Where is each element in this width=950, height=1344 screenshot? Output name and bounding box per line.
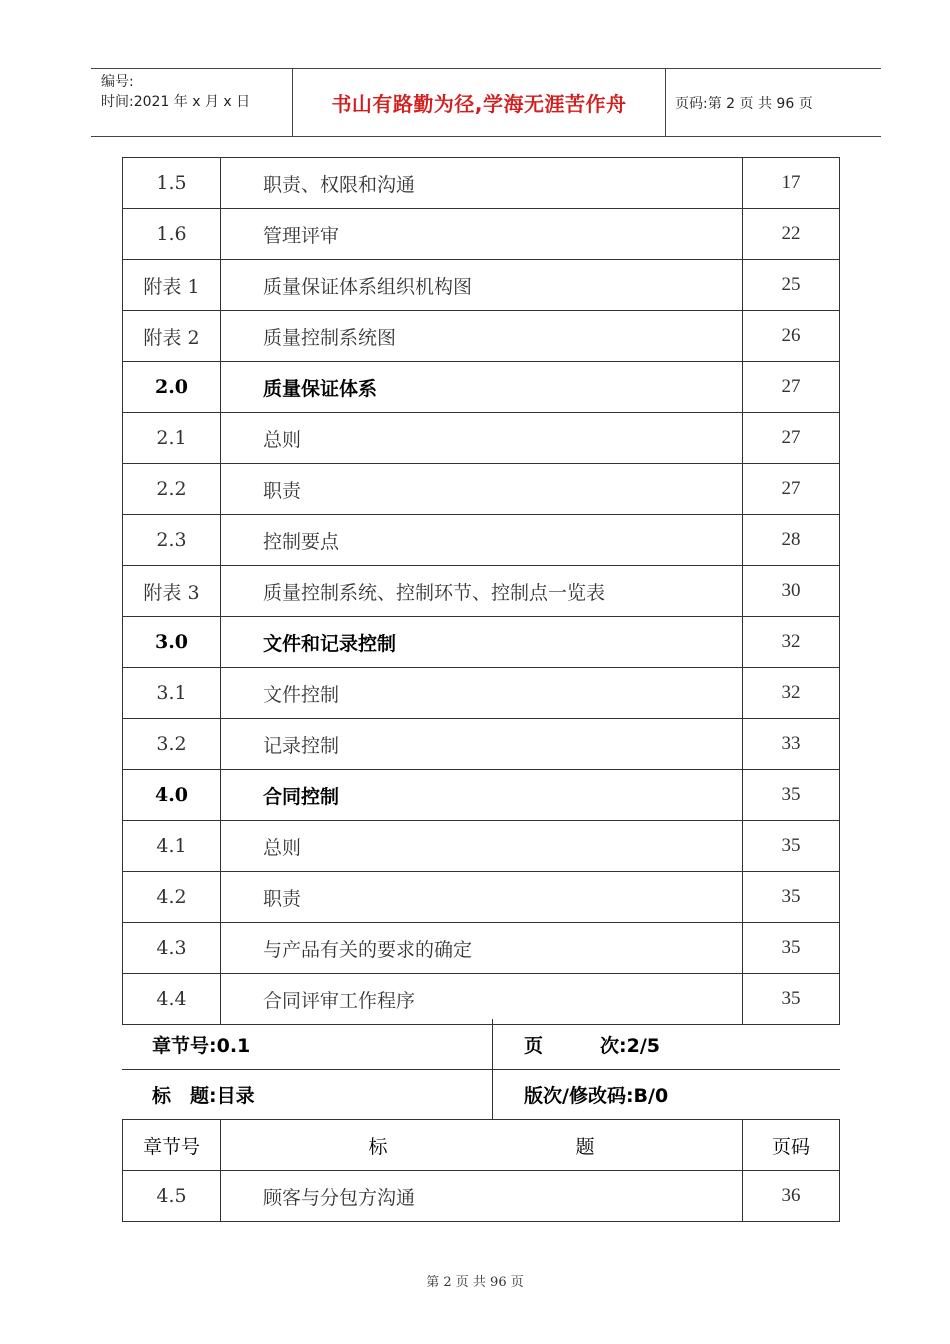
toc-section-title: 记录控制 [221, 719, 743, 770]
toc-section-number: 4.2 [123, 872, 221, 923]
toc-page-number: 25 [743, 260, 840, 311]
toc-row [123, 413, 840, 464]
info-row [122, 1019, 840, 1070]
toc-row [123, 158, 840, 209]
page-count: 页 次:2/5 [524, 1035, 660, 1057]
toc-section-title: 管理评审 [221, 209, 743, 260]
toc-row [123, 515, 840, 566]
toc-header-row [123, 1120, 840, 1171]
toc-page-number: 33 [743, 719, 840, 770]
toc-row [123, 923, 840, 974]
info-row [122, 1069, 840, 1119]
toc-section-title: 职责 [221, 464, 743, 515]
chapter-number: 章节号:0.1 [152, 1035, 251, 1057]
header-title-right: 题 [575, 1135, 595, 1158]
toc-table-continued [122, 1119, 840, 1222]
toc-page-number: 35 [743, 974, 840, 1025]
header-motto: 书山有路勤为径,学海无涯苦作舟 [331, 92, 627, 116]
revision-code: 版次/修改码:B/0 [524, 1085, 669, 1107]
toc-page-number: 17 [743, 158, 840, 209]
toc-page-number: 32 [743, 668, 840, 719]
toc-section-title: 质量控制系统、控制环节、控制点一览表 [221, 566, 743, 617]
toc-row [123, 260, 840, 311]
toc-section-title: 与产品有关的要求的确定 [221, 923, 743, 974]
toc-page-number: 32 [743, 617, 840, 668]
toc-row [123, 1171, 840, 1222]
toc-section-title: 质量保证体系 [221, 362, 743, 413]
toc-section-title: 质量保证体系组织机构图 [221, 260, 743, 311]
toc-section-title: 控制要点 [221, 515, 743, 566]
toc-row [123, 566, 840, 617]
toc-row [123, 362, 840, 413]
toc-row [123, 872, 840, 923]
toc-row [123, 719, 840, 770]
toc-section-number: 4.5 [123, 1171, 221, 1222]
toc-section-title: 质量控制系统图 [221, 311, 743, 362]
toc-section-number: 2.2 [123, 464, 221, 515]
toc-row [123, 464, 840, 515]
toc-page-number: 27 [743, 362, 840, 413]
toc-section-title: 职责、权限和沟通 [221, 158, 743, 209]
header-page-code: 页码:第 2 页 共 96 页 [675, 95, 813, 112]
header-page: 页码 [743, 1120, 840, 1171]
toc-section-number: 1.6 [123, 209, 221, 260]
toc-section-title: 合同控制 [221, 770, 743, 821]
page-footer: 第 2 页 共 96 页 [426, 1275, 524, 1290]
page-header [91, 68, 881, 137]
toc-row [123, 617, 840, 668]
toc-row [123, 668, 840, 719]
toc-page-number: 36 [743, 1171, 840, 1222]
toc-section-title: 总则 [221, 821, 743, 872]
toc-page-number: 35 [743, 821, 840, 872]
toc-section-number: 3.2 [123, 719, 221, 770]
toc-section-number: 2.3 [123, 515, 221, 566]
header-title-left: 标 [368, 1135, 388, 1158]
toc-row [123, 311, 840, 362]
header-meta [91, 69, 292, 136]
toc-section-number: 1.5 [123, 158, 221, 209]
toc-row [123, 821, 840, 872]
toc-section-title: 文件和记录控制 [221, 617, 743, 668]
document-number: 编号: [101, 74, 134, 90]
toc-page-number: 35 [743, 923, 840, 974]
header-chapter: 章节号 [123, 1120, 221, 1171]
toc-page-number: 30 [743, 566, 840, 617]
toc-section-number: 3.0 [123, 617, 221, 668]
toc-section-title: 合同评审工作程序 [221, 974, 743, 1025]
toc-page-number: 28 [743, 515, 840, 566]
header-motto-cell [292, 69, 666, 136]
toc-table [122, 157, 840, 1025]
header-title [221, 1120, 743, 1171]
toc-section-number: 4.0 [123, 770, 221, 821]
toc-section-number: 2.1 [123, 413, 221, 464]
toc-section-number: 3.1 [123, 668, 221, 719]
toc-section-number: 2.0 [123, 362, 221, 413]
toc-page-number: 26 [743, 311, 840, 362]
toc-section-title: 总则 [221, 413, 743, 464]
section-info [122, 1019, 840, 1119]
section-title: 标 题:目录 [152, 1085, 255, 1107]
toc-section-number: 4.1 [123, 821, 221, 872]
toc-section-number: 附表 2 [123, 311, 221, 362]
toc-section-title: 职责 [221, 872, 743, 923]
document-time: 时间:2021 年 x 月 x 日 [101, 94, 251, 110]
info-divider [492, 1019, 493, 1119]
toc-row [123, 974, 840, 1025]
toc-section-number: 4.4 [123, 974, 221, 1025]
toc-section-title: 文件控制 [221, 668, 743, 719]
toc-page-number: 35 [743, 872, 840, 923]
toc-section-number: 4.3 [123, 923, 221, 974]
toc-page-number: 27 [743, 413, 840, 464]
toc-section-number: 附表 1 [123, 260, 221, 311]
header-page-cell [665, 69, 881, 136]
toc-section-title: 顾客与分包方沟通 [221, 1171, 743, 1222]
toc-page-number: 27 [743, 464, 840, 515]
toc-row [123, 770, 840, 821]
toc-section-number: 附表 3 [123, 566, 221, 617]
toc-page-number: 22 [743, 209, 840, 260]
toc-row [123, 209, 840, 260]
toc-page-number: 35 [743, 770, 840, 821]
